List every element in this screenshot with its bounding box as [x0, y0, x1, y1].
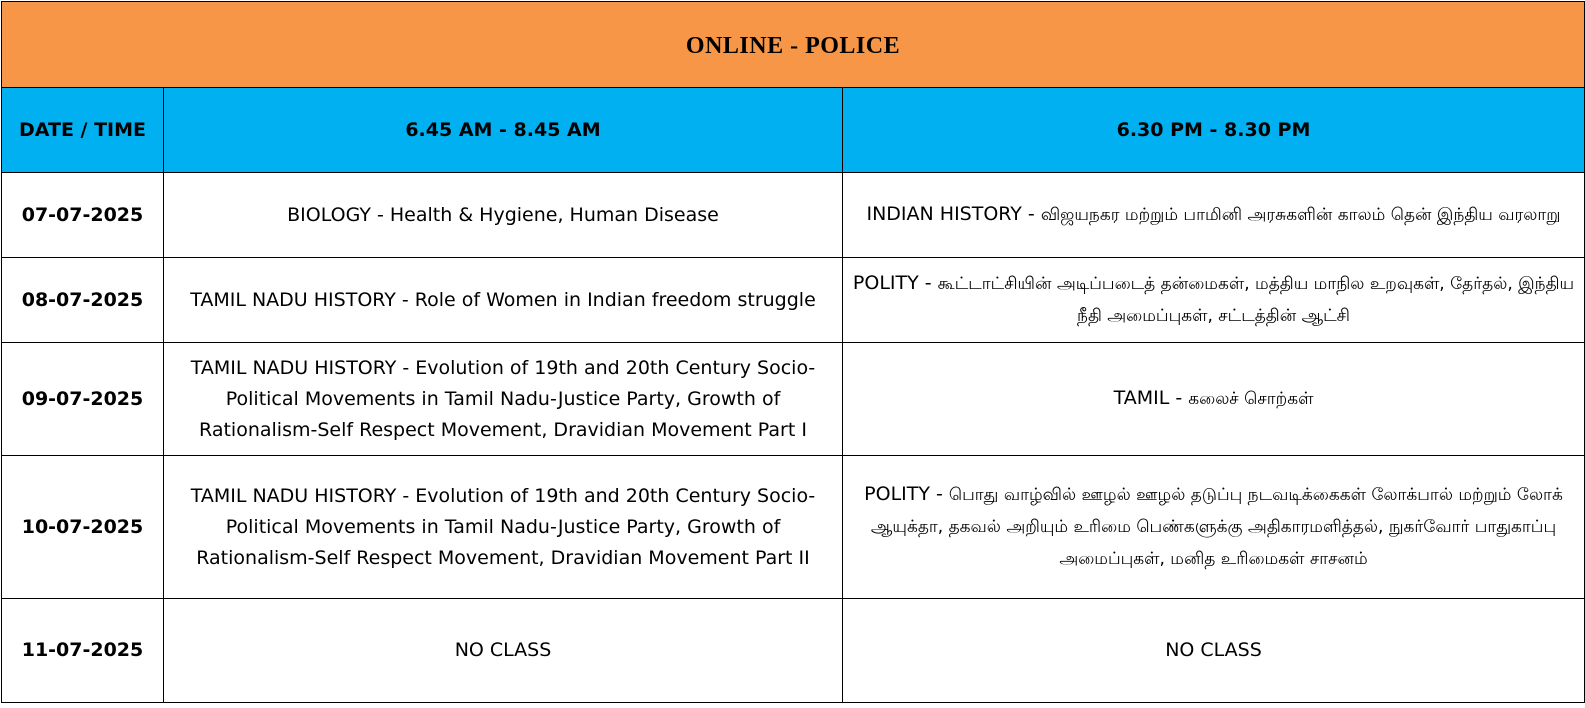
date-cell: 10-07-2025	[2, 456, 164, 599]
evening-topic-cell	[843, 343, 1585, 456]
date-cell: 08-07-2025	[2, 258, 164, 343]
header-morning-slot: 6.45 AM - 8.45 AM	[164, 88, 843, 173]
evening-subject: INDIAN HISTORY -	[866, 203, 1041, 225]
evening-subject: POLITY -	[852, 272, 938, 294]
evening-topic-cell	[843, 599, 1585, 703]
morning-topic-cell: TAMIL NADU HISTORY - Evolution of 19th and 20th Century Socio-Political Movements in Tamil Nadu-Justice Party, Growth of Rationalism-Self Respect Movement, Dravidian Movement Part II	[164, 456, 843, 599]
evening-topic-tamil: கூட்டாட்சியின் அடிப்படைத் தன்மைகள், மத்திய மாநில உறவுகள், தேர்தல், இந்திய நீதி அமைப்புகள், சட்டத்தின் ஆட்சி	[937, 274, 1575, 326]
evening-topic-cell	[843, 258, 1585, 343]
evening-topic-cell	[843, 173, 1585, 258]
evening-subject: TAMIL -	[1113, 387, 1189, 409]
evening-subject: POLITY -	[864, 483, 949, 505]
header-row	[2, 88, 1585, 173]
evening-topic-cell	[843, 456, 1585, 599]
table-row	[2, 173, 1585, 258]
title-row	[2, 2, 1585, 88]
table-row	[2, 343, 1585, 456]
evening-topic-tamil: விஜயநகர மற்றும் பாமினி அரசுகளின் காலம் தென் இந்திய வரலாறு	[1040, 205, 1561, 225]
morning-topic-cell: NO CLASS	[164, 599, 843, 703]
morning-topic-cell: TAMIL NADU HISTORY - Evolution of 19th and 20th Century Socio-Political Movements in Tamil Nadu-Justice Party, Growth of Rationalism-Self Respect Movement, Dravidian Movement Part I	[164, 343, 843, 456]
table-row	[2, 456, 1585, 599]
header-evening-slot: 6.30 PM - 8.30 PM	[843, 88, 1585, 173]
morning-topic-cell: TAMIL NADU HISTORY - Role of Women in Indian freedom struggle	[164, 258, 843, 343]
date-cell: 11-07-2025	[2, 599, 164, 703]
evening-topic-tamil: பொது வாழ்வில் ஊழல் ஊழல் தடுப்பு நடவடிக்கைகள் லோக்பால் மற்றும் லோக் ஆயுக்தா, தகவல் அறியும் உரிமை பெண்களுக்கு அதிகாரமளித்தல், நுகர்வோர் பாதுகாப்பு அமைப்புகள், மனித உரிமைகள் சாசனம்	[870, 485, 1563, 569]
date-cell: 07-07-2025	[2, 173, 164, 258]
table-row	[2, 258, 1585, 343]
evening-subject: NO CLASS	[1165, 638, 1262, 661]
schedule-title: ONLINE - POLICE	[2, 2, 1585, 88]
schedule-table	[1, 1, 1585, 703]
morning-topic-cell: BIOLOGY - Health & Hygiene, Human Disease	[164, 173, 843, 258]
header-date-time: DATE / TIME	[2, 88, 164, 173]
date-cell: 09-07-2025	[2, 343, 164, 456]
evening-topic-tamil: கலைச் சொற்கள்	[1188, 389, 1314, 409]
table-row	[2, 599, 1585, 703]
